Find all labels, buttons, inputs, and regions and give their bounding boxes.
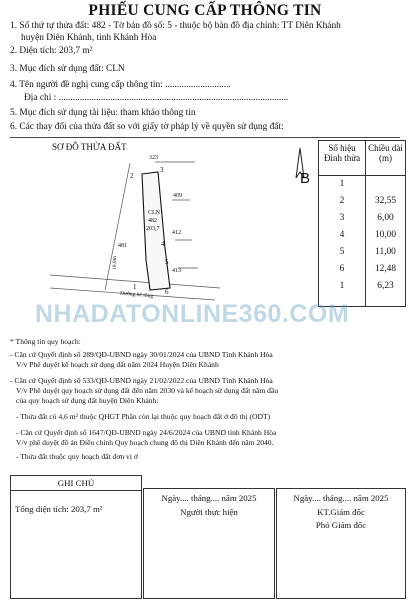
vertex-label-2: 2 <box>130 172 134 180</box>
item-purpose: 5. Mục đích sử dụng tài liệu: tham khảo thông tin <box>10 108 196 118</box>
item-requester: 4. Tên người đề nghị cung cấp thông tin: ............................ <box>10 80 231 90</box>
vertex-label-5: 5 <box>165 258 169 266</box>
document-title: PHIẾU CUNG CẤP THÔNG TIN <box>88 2 322 19</box>
neighbor-label-409: 409 <box>173 193 182 199</box>
neighbor-label-323: 323 <box>149 155 158 161</box>
planning-line: V/v Phê duyệt quy hoạch sử dụng đất đến năm 2030 và kế hoạch sử dụng đất năm đầu <box>16 386 279 395</box>
planning-line: V/v Phê duyệt kế hoạch sử dụng đất năm 2024 Huyện Diên Khánh <box>16 360 219 369</box>
compass-label: B <box>300 170 311 187</box>
table-row: 6,00 <box>377 213 394 223</box>
planning-line: - Thửa đất có 4,6 m² thuộc QHGT Phần còn lại thuộc quy hoạch đất ở đô thị (ODT) <box>16 412 271 421</box>
table-row: 10,00 <box>374 230 397 240</box>
road-label: Đường bê tông <box>119 290 154 300</box>
planning-line: V/v phê duyệt đồ án Điều chỉnh Quy hoạch chung đô thị Diên Khánh đến năm 2040. <box>16 438 274 447</box>
item-land-use: 3. Mục đích sử dụng đất: CLN <box>10 64 125 74</box>
watermark: NHADATONLINE360.COM <box>35 300 350 328</box>
notes-box <box>10 475 142 599</box>
vertex-label-6: 6 <box>165 288 169 296</box>
item-area: 2. Diện tích: 203,7 m² <box>10 46 93 56</box>
table-row: 1 <box>339 281 345 291</box>
neighbor-boundary-left <box>105 163 130 290</box>
performer-box <box>143 488 275 599</box>
table-row: 1 <box>339 179 345 189</box>
table-row: 6 <box>339 264 345 274</box>
parcel-land-use: CLN <box>148 210 160 216</box>
planning-line: - Thửa đất thuộc quy hoạch đất đơn vị ở <box>16 452 138 461</box>
table-row: 12,48 <box>374 264 397 274</box>
vertex-label-3: 3 <box>160 166 164 174</box>
planning-line: - Căn cứ Quyết định số 533/QĐ-UBND ngày 21/02/2022 của UBND Tỉnh Khánh Hòa <box>10 376 273 385</box>
signer-subtitle: Phó Giám đốc <box>315 520 367 530</box>
performer-date: Ngày.... tháng.... năm 2025 <box>161 493 257 503</box>
item-changes: 6. Các thay đổi của thửa đất so với giấy tờ pháp lý về quyền sử dụng đất: <box>10 122 284 132</box>
vertex-label-1: 1 <box>133 283 137 291</box>
table-header-length: Chiều dài (m) <box>368 143 403 164</box>
table-row: 6,23 <box>377 281 394 291</box>
divider <box>10 137 400 138</box>
diagram-heading: SƠ ĐỒ THỬA ĐẤT <box>52 142 127 152</box>
table-row: 11,00 <box>375 247 396 257</box>
parcel-area: 203,7 <box>146 226 160 232</box>
table-row: 2 <box>339 196 345 206</box>
parcel-number: 482 <box>148 218 157 224</box>
width-label: 10,0m <box>112 256 118 270</box>
neighbor-label-481: 481 <box>118 243 127 249</box>
notes-heading: GHI CHÚ <box>57 478 95 488</box>
table-row: 32,55 <box>374 196 397 206</box>
table-row: 4 <box>339 230 345 240</box>
signer-title: KT.Giám đốc <box>317 507 365 517</box>
signer-date: Ngày.... tháng.... năm 2025 <box>293 493 389 503</box>
planning-heading: * Thông tin quy hoạch: <box>10 337 81 346</box>
vertex-label-4: 4 <box>161 240 165 248</box>
total-area: Tổng diện tích: 203,7 m² <box>15 504 103 514</box>
neighbor-label-413: 413 <box>172 268 181 274</box>
planning-line: - Căn cứ Quyết định số 1647/QĐ-UBND ngày 24/6/2024 của UBND tỉnh Khánh Hòa <box>16 428 277 437</box>
table-header-vertex: Số hiệu Đỉnh thửa <box>323 143 361 164</box>
table-row: 5 <box>339 247 345 257</box>
neighbor-label-412: 412 <box>172 230 181 236</box>
planning-line: của quy hoạch sử dụng đất huyện Diên Khánh: <box>16 396 159 405</box>
vertex-length-table <box>318 140 406 307</box>
planning-line: - Căn cứ Quyết định số 289/QĐ-UBND ngày 30/01/2024 của UBND Tỉnh Khánh Hòa <box>10 350 273 359</box>
item-address: Địa chỉ : .................................................................................................. <box>24 93 289 103</box>
item-parcel-info: 1. Số thứ tự thửa đất: 482 - Tờ bản đồ số: 5 - thuộc bộ bản đồ địa chính: TT Diên Khánh <box>10 21 341 31</box>
signer-box <box>276 488 406 599</box>
table-row: 3 <box>339 213 345 223</box>
item-parcel-info-cont: huyện Diên Khánh, tỉnh Khánh Hòa <box>21 33 157 43</box>
performer-title: Người thực hiện <box>180 507 238 517</box>
